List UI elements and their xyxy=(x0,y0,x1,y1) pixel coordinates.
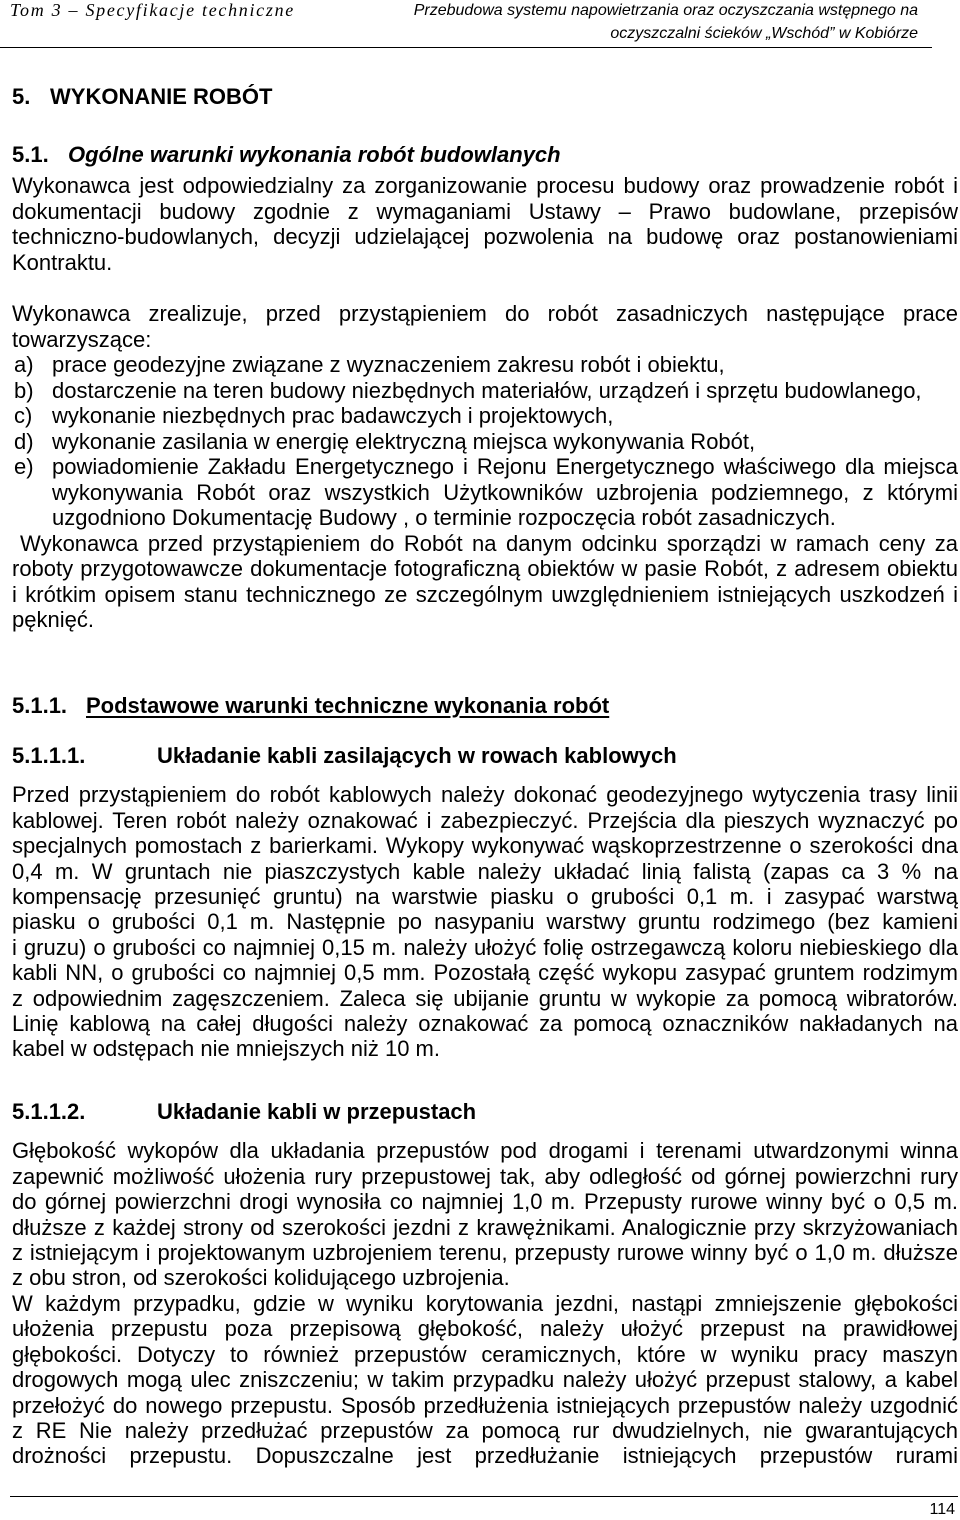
list-marker: c) xyxy=(14,403,33,429)
paragraph-line: Wykonawca jest odpowiedzialny za zorganizowanie procesu budowy oraz prowadzenie robót i xyxy=(12,173,958,199)
list-item xyxy=(12,454,958,531)
footer-rule xyxy=(10,1496,958,1497)
paragraph-line: towarzyszące: xyxy=(12,326,152,352)
paragraph-line: kabli NN, o grubości co najmniej 0,5 mm. Pozostałą część wykopu zasypać gruntem rodzimym xyxy=(12,960,958,986)
header-rule xyxy=(0,47,932,48)
paragraph-line: kabel w odstępach nie mniejszych niż 10 m. xyxy=(12,1036,440,1062)
paragraph-group xyxy=(12,301,958,633)
header-project-title xyxy=(414,0,918,45)
paragraph-line: specjalnych pomostach z barierkami. Wykopy wykonywać wąskoprzestrzenne o szerokości dna xyxy=(12,833,958,859)
paragraph-line: z obu stron, od szerokości kolidującego uzbrojenia. xyxy=(12,1265,510,1291)
section-number: 5.1. xyxy=(12,142,49,167)
list-marker: b) xyxy=(14,377,34,403)
list-item-line: prace geodezyjne związane z wyznaczeniem zakresu robót i obiektu, xyxy=(52,352,725,378)
header-project-line: Przebudowa systemu napowietrzania oraz oczyszczania wstępnego na xyxy=(413,2,918,19)
list-item xyxy=(12,378,958,404)
list-item xyxy=(12,352,958,378)
subsection-heading xyxy=(12,142,561,168)
list-item xyxy=(12,429,958,455)
paragraph-line: 0,4 m. W gruntach nie piaszczystych kable należy układać linią falistą (zapas ca 3 % na xyxy=(12,858,958,884)
paragraph-line: Linię kablową na całej długości należy oznakować za pomocą oznaczników nakładanych na xyxy=(12,1010,958,1036)
section-number: 5.1.1. xyxy=(12,693,68,718)
paragraph-line: Przed przystąpieniem do robót kablowych należy dokonać geodezyjnego wytyczenia trasy linii xyxy=(12,782,958,808)
section-title: WYKONANIE ROBÓT xyxy=(50,84,273,109)
section-number: 5. xyxy=(12,84,31,109)
list-item-line: uzgodniono Dokumentację Budowy , o terminie rozpoczęcia robót zasadniczych. xyxy=(52,505,836,531)
paragraph-line: zapewnić możliwość ułożenia rury przepustowej tak, aby odległość od górnej powierzchni rury xyxy=(12,1163,958,1189)
paragraph-line: Kontraktu. xyxy=(12,249,113,275)
paragraph-line: drogowych mogą ulec zniszczeniu; w takim przypadku należy ułożyć przepust stalowy, a kabel xyxy=(12,1367,958,1393)
paragraph-line: i gruzu) o grubości co najmniej 0,15 m. należy ułożyć folię ostrzegawczą koloru niebieskiego dla xyxy=(12,934,958,960)
paragraph-line: roboty przygotowawcze dokumentacje fotograficzną obiektów w pasie Robót, z adresem obiektu xyxy=(12,556,958,582)
paragraph-line: pęknięć. xyxy=(12,607,94,633)
paragraph-line: kompensację przesunięć gruntu) na warstwie piasku o grubości 0,1 m. i zasypać warstwą xyxy=(12,883,958,909)
paragraph-line: Głębokość wykopów dla układania przepustów pod drogami i terenami utwardzonymi winna xyxy=(12,1138,958,1164)
paragraph-line: z RE Nie należy przedłużać przepustów za pomocą rur dwudzielnych, nie gwarantujących xyxy=(12,1417,958,1443)
paragraph-line: głębokości. Dotyczy to również przepustów ceramicznych, które w wyniku pracy maszyn xyxy=(12,1341,958,1367)
list-marker: d) xyxy=(14,428,34,454)
paragraph-line: Wykonawca przed przystąpieniem do Robót na danym odcinku sporządzi w ramach ceny za xyxy=(20,530,958,556)
section-title: Podstawowe warunki techniczne wykonania robót xyxy=(86,693,610,718)
section-title: Ogólne warunki wykonania robót budowlanych xyxy=(68,142,561,167)
paragraph-line: W każdym przypadku, gdzie w wyniku korytowania jezdni, nastąpi zmniejszenie głębokości xyxy=(12,1290,958,1316)
subsection-heading xyxy=(12,743,677,769)
paragraph-group xyxy=(12,1138,958,1468)
paragraph-line: przełożyć do nowego przepustu. Sposób przedłużenia istniejących przepustów należy uzgodnić xyxy=(12,1392,958,1418)
list-item-line: dostarczenie na teren budowy niezbędnych materiałów, urządzeń i sprzętu budowlanego, xyxy=(52,377,922,403)
paragraph-line: piasku o grubości 0,1 m. Następnie po nasypaniu warstwy gruntu rodzimego (bez kamieni xyxy=(12,909,958,935)
list-marker: a) xyxy=(14,352,34,378)
list-item-line: powiadomienie Zakładu Energetycznego i Rejonu Energetycznego właściwego dla miejsca xyxy=(52,454,958,480)
paragraph-line: techniczno-budowlanych, decyzji udzielającej pozwolenia na budowę oraz postanowieniami xyxy=(12,224,958,250)
paragraph-line: Wykonawca zrealizuje, przed przystąpieniem do robót zasadniczych następujące prace xyxy=(12,301,958,327)
subsection-heading xyxy=(12,693,609,719)
paragraph-line: ułożenia przepustu poza przepisową głębokość, należy ułożyć przepust na prawidłowej xyxy=(12,1316,958,1342)
paragraph-line: i krótkim opisem stanu technicznego ze szczególnym uwzględnieniem istniejących uszkodzeń i xyxy=(12,581,958,607)
paragraph-line: z odpowiednim zagęszczeniem. Zaleca się ubijanie gruntu w wykopie za pomocą wibratorów. xyxy=(12,985,958,1011)
paragraph-line: do górnej powierzchni drogi wynosiła co najmniej 1,0 m. Przepusty rurowe winny być o 0,5 m. xyxy=(12,1189,958,1215)
paragraph-line: dokumentacji budowy zgodnie z wymaganiami Ustawy – Prawo budowlane, przepisów xyxy=(12,198,958,224)
paragraph-line: z istniejącym i projektowanym uzbrojeniem terenu, przepusty rurowe winny być o 1,0 m. dłuższe xyxy=(12,1239,958,1265)
section-heading xyxy=(12,84,272,110)
list-item-line: wykonanie zasilania w energię elektryczną miejsca wykonywania Robót, xyxy=(52,428,756,454)
paragraph xyxy=(12,173,958,275)
list-item-line: wykonywania Robót oraz wszystkich Użytkowników uzbrojenia podziemnego, z którymi xyxy=(52,479,958,505)
subsection-heading xyxy=(12,1099,476,1125)
paragraph xyxy=(12,782,958,1061)
list-item-line: wykonanie niezbędnych prac badawczych i projektowych, xyxy=(52,403,614,429)
list-marker: e) xyxy=(14,454,34,480)
header-project-line: oczyszczalni ścieków „Wschód” w Kobiórze xyxy=(610,25,918,42)
header-volume-title: Tom 3 – Specyfikacje techniczne xyxy=(10,0,295,20)
section-number: 5.1.1.1. xyxy=(12,743,86,768)
section-title: Układanie kabli zasilających w rowach kablowych xyxy=(157,743,677,768)
list-item xyxy=(12,403,958,429)
section-title: Układanie kabli w przepustach xyxy=(157,1099,477,1124)
paragraph-line: kablowej. Teren robót należy oznakować i zabezpieczyć. Przejścia dla pieszych wyznaczyć po xyxy=(12,807,958,833)
paragraph-line: drożności przepustu. Dopuszczalne jest przedłużanie istniejących przepustów rurami xyxy=(12,1443,958,1469)
page-number: 114 xyxy=(929,1501,955,1518)
section-number: 5.1.1.2. xyxy=(12,1099,86,1124)
paragraph-line: dłuższe z każdej strony od szerokości jezdni z krawężnikami. Analogicznie przy skrzyżowaniach xyxy=(12,1214,958,1240)
